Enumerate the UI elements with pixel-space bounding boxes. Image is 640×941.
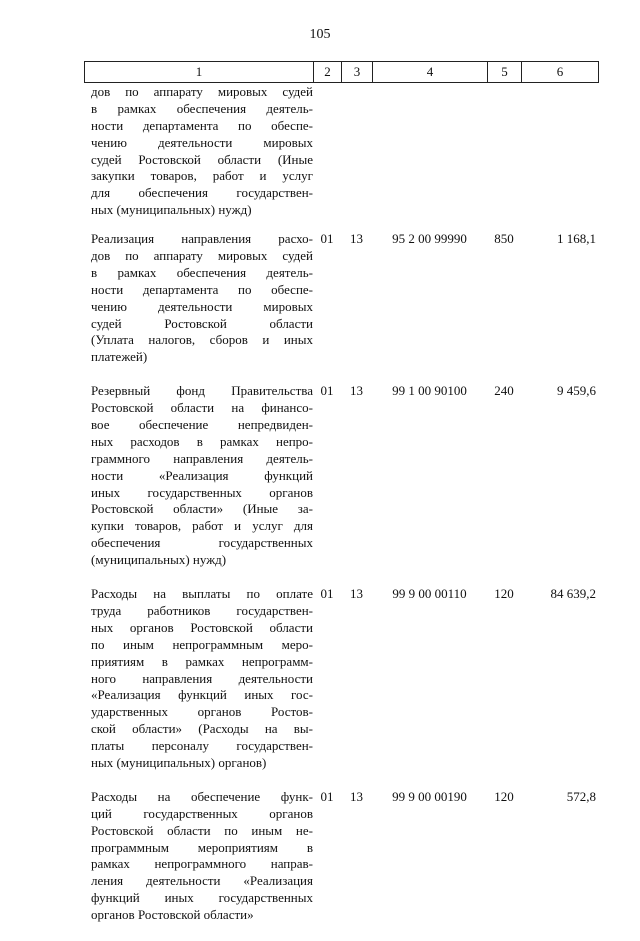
description-line: программным мероприятиям в <box>91 839 313 855</box>
amount-value: 9 459,6 <box>557 383 596 399</box>
amount-value: 84 639,2 <box>550 586 596 602</box>
expense-description <box>84 789 313 924</box>
expense-description <box>84 383 313 569</box>
description-line: чению деятельности мировых <box>91 134 313 150</box>
column-header-row <box>85 62 599 83</box>
description-line: для обеспечения государствен- <box>91 185 313 201</box>
description-line: ных (муниципальных) нужд) <box>91 202 252 218</box>
description-line: ных органов Ростовской области <box>91 619 313 635</box>
subsection-code: 13 <box>350 788 363 804</box>
description-line: граммного направления деятель- <box>91 450 313 466</box>
description-line: дов по аппарату мировых судей <box>91 84 313 99</box>
description-line: ций государственных органов <box>91 805 313 821</box>
description-line: платежей) <box>91 349 148 365</box>
subsection-code: 13 <box>350 383 363 399</box>
description-line: труда работников государствен- <box>91 602 313 618</box>
description-line: «Реализация функций иных гос- <box>91 687 313 703</box>
description-line: чению деятельности мировых <box>91 298 313 314</box>
description-line: ности «Реализация функций <box>91 467 313 483</box>
description-line: функций иных государственных <box>91 890 313 906</box>
expense-description <box>84 586 313 772</box>
description-line: рамках непрограммного направ- <box>91 856 313 872</box>
expense-description <box>84 84 313 219</box>
description-line: обеспечения государственных <box>91 535 313 551</box>
column-header-6: 6 <box>522 62 599 83</box>
description-line: ударственных органов Ростов- <box>91 704 313 720</box>
description-line: Расходы на обеспечение функ- <box>91 788 313 804</box>
page-number: 105 <box>309 27 331 42</box>
description-line: (муниципальных) нужд) <box>91 552 227 568</box>
description-line: в рамках обеспечения деятель- <box>91 264 313 280</box>
subsection-code: 13 <box>350 586 363 602</box>
description-line: ных (муниципальных) органов) <box>91 754 267 770</box>
description-line: Ростовской области» (Иные за- <box>91 501 313 517</box>
description-line: судей Ростовской области (Иные <box>91 151 313 167</box>
description-line: ности департамента по обеспе- <box>91 117 313 133</box>
description-line: ской области» (Расходы на вы- <box>91 721 313 737</box>
section-code: 01 <box>320 383 334 399</box>
expense-type-code: 240 <box>494 383 514 399</box>
description-line: Резервный фонд Правительства <box>91 383 313 399</box>
column-header-1: 1 <box>85 62 314 83</box>
description-line: (Уплата налогов, сборов и иных <box>91 332 313 348</box>
description-line: ности департамента по обеспе- <box>91 281 313 297</box>
description-line: ного направления деятельности <box>91 670 313 686</box>
column-header-table <box>84 61 599 83</box>
description-line: по иным непрограммным меро- <box>91 636 313 652</box>
description-line: вое обеспечение непредвиден- <box>91 417 313 433</box>
table-row <box>84 383 600 569</box>
expense-type-code: 120 <box>494 788 514 804</box>
description-line: в рамках обеспечения деятель- <box>91 100 313 116</box>
description-line: закупки товаров, работ и услуг <box>91 168 313 184</box>
table-row <box>84 586 600 772</box>
expense-description <box>84 231 313 366</box>
description-line: Ростовской области по иным не- <box>91 822 313 838</box>
description-line: Расходы на выплаты по оплате <box>91 586 313 602</box>
column-header-3: 3 <box>342 62 373 83</box>
description-line: Реализация направления расхо- <box>91 231 313 247</box>
description-line: ных расходов в рамках непро- <box>91 433 313 449</box>
target-article-code: 95 2 00 99990 <box>392 231 467 247</box>
table-row <box>84 231 600 366</box>
column-header-4: 4 <box>373 62 488 83</box>
description-line: судей Ростовской области <box>91 315 313 331</box>
description-line: дов по аппарату мировых судей <box>91 248 313 264</box>
amount-value: 572,8 <box>566 788 596 804</box>
column-header-5: 5 <box>488 62 522 83</box>
target-article-code: 99 9 00 00110 <box>392 586 467 602</box>
description-line: иных государственных органов <box>91 484 313 500</box>
description-line: купки товаров, работ и услуг для <box>91 518 313 534</box>
table-row <box>84 789 600 924</box>
description-line: органов Ростовской области» <box>91 907 254 923</box>
target-article-code: 99 9 00 00190 <box>392 788 467 804</box>
amount-value: 1 168,1 <box>557 231 596 247</box>
description-line: Ростовской области на финансо- <box>91 400 313 416</box>
target-article-code: 99 1 00 90100 <box>392 383 467 399</box>
column-header-2: 2 <box>314 62 342 83</box>
subsection-code: 13 <box>350 231 363 247</box>
expense-type-code: 120 <box>494 586 514 602</box>
table-row <box>84 84 600 219</box>
description-line: платы персоналу государствен- <box>91 738 313 754</box>
section-code: 01 <box>320 788 334 804</box>
section-code: 01 <box>320 586 334 602</box>
section-code: 01 <box>320 231 334 247</box>
expense-type-code: 850 <box>494 231 514 247</box>
budget-table-body <box>84 84 600 941</box>
description-line: приятиям в рамках непрограмм- <box>91 653 313 669</box>
description-line: ления деятельности «Реализация <box>91 873 313 889</box>
